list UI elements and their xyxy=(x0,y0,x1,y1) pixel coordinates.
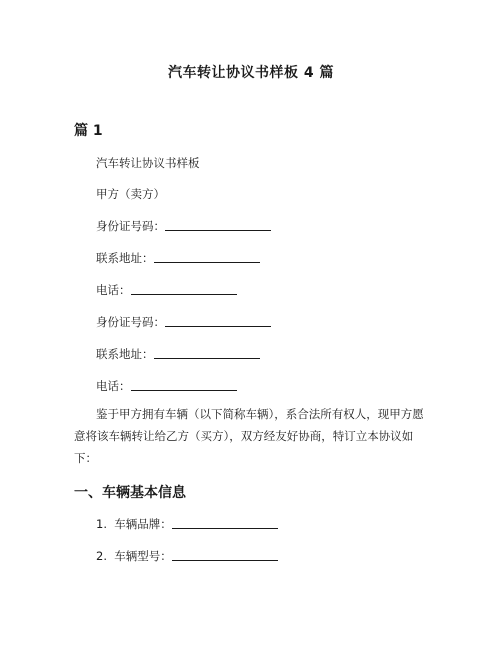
field-label: 车辆型号： xyxy=(114,549,172,563)
blank-line xyxy=(154,346,260,359)
blank-line xyxy=(131,378,237,391)
blank-line xyxy=(154,250,260,263)
agreement-subtitle: 汽车转让协议书样板 xyxy=(96,156,200,170)
field-phone-b xyxy=(96,378,237,394)
party-a-label: 甲方（卖方） xyxy=(96,187,165,201)
field-address-b xyxy=(96,346,260,362)
list-item-vehicle-model xyxy=(96,548,278,564)
field-label: 电话： xyxy=(96,283,131,297)
field-label: 身份证号码： xyxy=(96,219,165,233)
field-label: 电话： xyxy=(96,379,131,393)
list-number: 1. xyxy=(96,517,107,531)
blank-line xyxy=(172,516,278,529)
field-label: 联系地址： xyxy=(96,347,154,361)
blank-line xyxy=(165,218,271,231)
field-label: 身份证号码： xyxy=(96,315,165,329)
field-label: 联系地址： xyxy=(96,251,154,265)
part-heading: 篇 1 xyxy=(74,123,103,139)
blank-line xyxy=(131,282,237,295)
list-number: 2. xyxy=(96,549,107,563)
document-title: 汽车转让协议书样板 4 篇 xyxy=(168,65,334,81)
section-heading-vehicle-info: 一、车辆基本信息 xyxy=(74,485,186,501)
field-label: 车辆品牌： xyxy=(114,517,172,531)
blank-line xyxy=(165,314,271,327)
field-id-number-b xyxy=(96,314,271,330)
field-phone-a xyxy=(96,282,237,298)
intro-paragraph: 鉴于甲方拥有车辆（以下简称车辆），系合法所有权人，现甲方愿意将该车辆转让给乙方（买方），双方经友好协商，特订立本协议如下： xyxy=(74,407,424,465)
field-id-number-a xyxy=(96,218,271,234)
field-address-a xyxy=(96,250,260,266)
list-item-vehicle-brand xyxy=(96,516,278,532)
blank-line xyxy=(172,548,278,561)
